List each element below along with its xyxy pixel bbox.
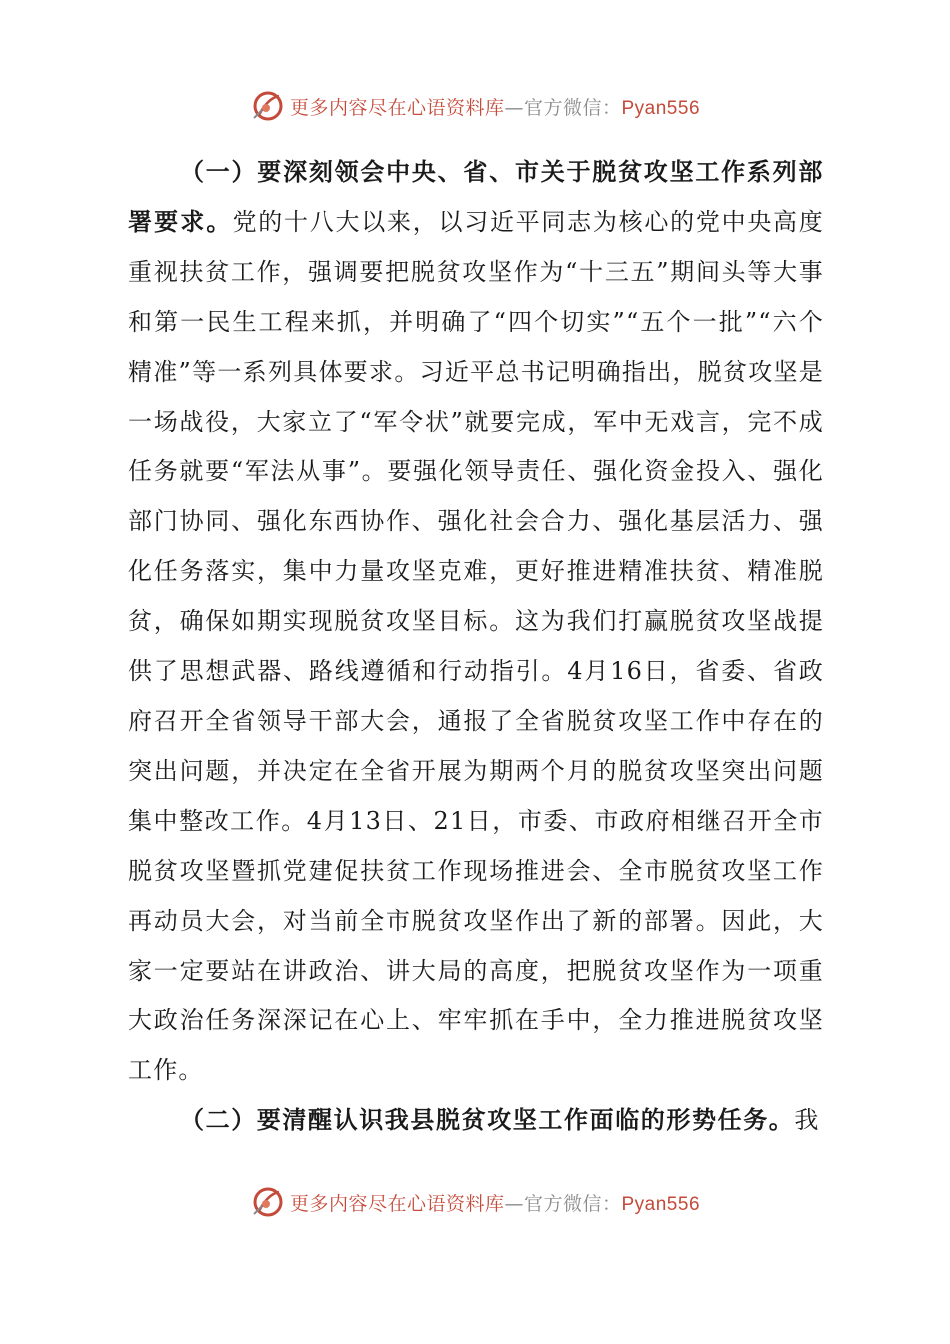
watermark-brand: 更多内容尽在心语资料库 <box>289 1192 505 1215</box>
paragraph-2-heading: （二）要清醒认识我县脱贫攻坚工作面临的形势任务。 <box>180 1106 795 1135</box>
watermark-wechat-label: 官方微信： <box>523 1192 622 1215</box>
watermark-banner-top <box>0 84 950 128</box>
watermark-text <box>290 93 700 120</box>
paragraph-2 <box>128 1096 824 1146</box>
paragraph-1 <box>128 148 824 1096</box>
watermark-wechat-id: Pyan556 <box>621 97 701 119</box>
document-body <box>128 148 824 1146</box>
paragraph-1-heading: （一）要深刻领会中央、省、市关于脱贫攻坚工作系列部署要求。 <box>128 158 824 236</box>
watermark-separator: — <box>504 96 524 119</box>
watermark-wechat-label: 官方微信： <box>523 96 622 119</box>
sun-moon-logo-icon <box>250 1184 286 1220</box>
paragraph-2-body: 我 <box>794 1106 820 1135</box>
watermark-wechat-id: Pyan556 <box>621 1193 701 1215</box>
paragraph-1-body: 党的十八大以来，以习近平同志为核心的党中央高度重视扶贫工作，强调要把脱贫攻坚作为“十三五”期间头等大事和第一民生工程来抓，并明确了“四个切实”“五个一批”“六个精准”等一系列具体要求。习近平总书记明确指出，脱贫攻坚是一场战役，大家立了“军令状”就要完成，军中无戏言，完不成任务就要“军法从事”。要强化领导责任、强化资金投入、强化部门协同、强化东西协作、强化社会合力、强化基层活力、强化任务落实，集中力量攻坚克难，更好推进精准扶贫、精准脱贫，确保如期实现脱贫攻坚目标。这为我们打赢脱贫攻坚战提供了思想武器、路线遵循和行动指引。4月16日，省委、省政府召开全省领导干部大会，通报了全省脱贫攻坚工作中存在的突出问题，并决定在全省开展为期两个月的脱贫攻坚突出问题集中整改工作。4月13日、21日，市委、市政府相继召开全市脱贫攻坚暨抓党建促扶贫工作现场推进会、全市脱贫攻坚工作再动员大会，对当前全市脱贫攻坚作出了新的部署。因此，大家一定要站在讲政治、讲大局的高度，把脱贫攻坚作为一项重大政治任务深深记在心上、牢牢抓在手中，全力推进脱贫攻坚工作。 <box>128 207 824 1085</box>
sun-moon-logo-icon <box>250 88 286 124</box>
watermark-text <box>290 1189 700 1216</box>
watermark-separator: — <box>504 1192 524 1215</box>
watermark-brand: 更多内容尽在心语资料库 <box>289 96 505 119</box>
watermark-banner-bottom <box>0 1180 950 1224</box>
